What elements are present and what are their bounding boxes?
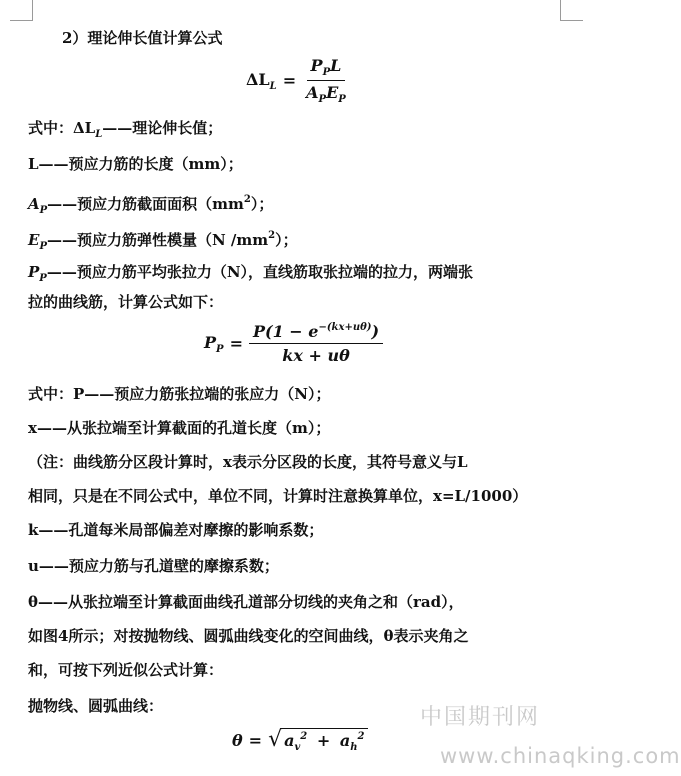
curve-label: 抛物线、圆弧曲线： bbox=[28, 697, 164, 715]
def-l: L——预应力筋的长度（mm）； bbox=[28, 155, 243, 173]
formula1-eq: = bbox=[282, 71, 297, 90]
def-theta: θ——从张拉端至计算截面曲线孔道部分切线的夹角之和（rad）， bbox=[28, 593, 464, 611]
formula2-fraction bbox=[249, 322, 383, 365]
section-heading: 2）理论伸长值计算公式 bbox=[62, 29, 223, 47]
def-p: 式中：P——预应力筋张拉端的张应力（N）； bbox=[28, 385, 331, 403]
formula1-numerator: $P_PL$ bbox=[307, 56, 346, 81]
watermark-url: www.chinaqking.com bbox=[440, 744, 681, 768]
page-corner-mark-right bbox=[560, 0, 583, 21]
sqrt-icon: √ bbox=[268, 727, 283, 752]
note-line1: （注：曲线筋分区段计算时，x表示分区段的长度，其符号意义与L bbox=[28, 453, 468, 471]
formula1-fraction bbox=[302, 56, 350, 105]
watermark-cn: 中国期刊网 bbox=[420, 705, 541, 730]
formula3-sqrt bbox=[268, 728, 368, 753]
formula2-eq: = bbox=[229, 334, 243, 353]
def-pp: $P_P——$预应力筋平均张拉力（N），直线筋取张拉端的拉力，两端张 bbox=[28, 263, 474, 284]
note-line2: 相同，只是在不同公式中，单位不同，计算时注意换算单位，x=L/1000） bbox=[28, 487, 528, 505]
formula-elongation bbox=[246, 56, 350, 105]
formula-avg-tension bbox=[204, 322, 383, 365]
formula2-numerator: $P(1 - e^{-(kx+u\theta)})$ bbox=[249, 322, 383, 344]
def-ap: $A_P——$预应力筋截面面积$(mm^2)$； bbox=[28, 194, 274, 216]
def-theta-cont1: 如图4所示；对按抛物线、圆弧曲线变化的空间曲线，θ表示夹角之 bbox=[28, 627, 469, 645]
def-theta-cont2: 和，可按下列近似公式计算： bbox=[28, 661, 224, 679]
def-u: u——预应力筋与孔道壁的摩擦系数； bbox=[28, 557, 279, 575]
page-corner-mark-left bbox=[10, 0, 33, 21]
formula2-denominator: kx + uθ bbox=[282, 346, 350, 365]
def-ep: $E_P——$预应力筋弹性模量（N $/mm^2$）； bbox=[28, 230, 298, 252]
def-pp-cont: 拉的曲线筋，计算公式如下： bbox=[28, 293, 224, 311]
formula1-lhs: $\Delta L_L$ bbox=[246, 69, 277, 92]
formula1-denominator: $A_PE_P$ bbox=[306, 83, 346, 105]
def-x: x——从张拉端至计算截面的孔道长度（m）； bbox=[28, 419, 331, 437]
formula2-lhs: $P_P$ bbox=[204, 332, 224, 355]
formula3-radicand: $a_v^2 + a_h^2$ bbox=[282, 728, 368, 753]
formula-theta bbox=[232, 728, 368, 753]
formula3-eq: = bbox=[248, 731, 263, 750]
def-k: k——孔道每米局部偏差对摩擦的影响系数； bbox=[28, 521, 324, 539]
formula3-lhs: θ bbox=[232, 731, 243, 750]
def-delta-l: 式中：$\Delta L_L——$理论伸长值； bbox=[28, 119, 223, 140]
